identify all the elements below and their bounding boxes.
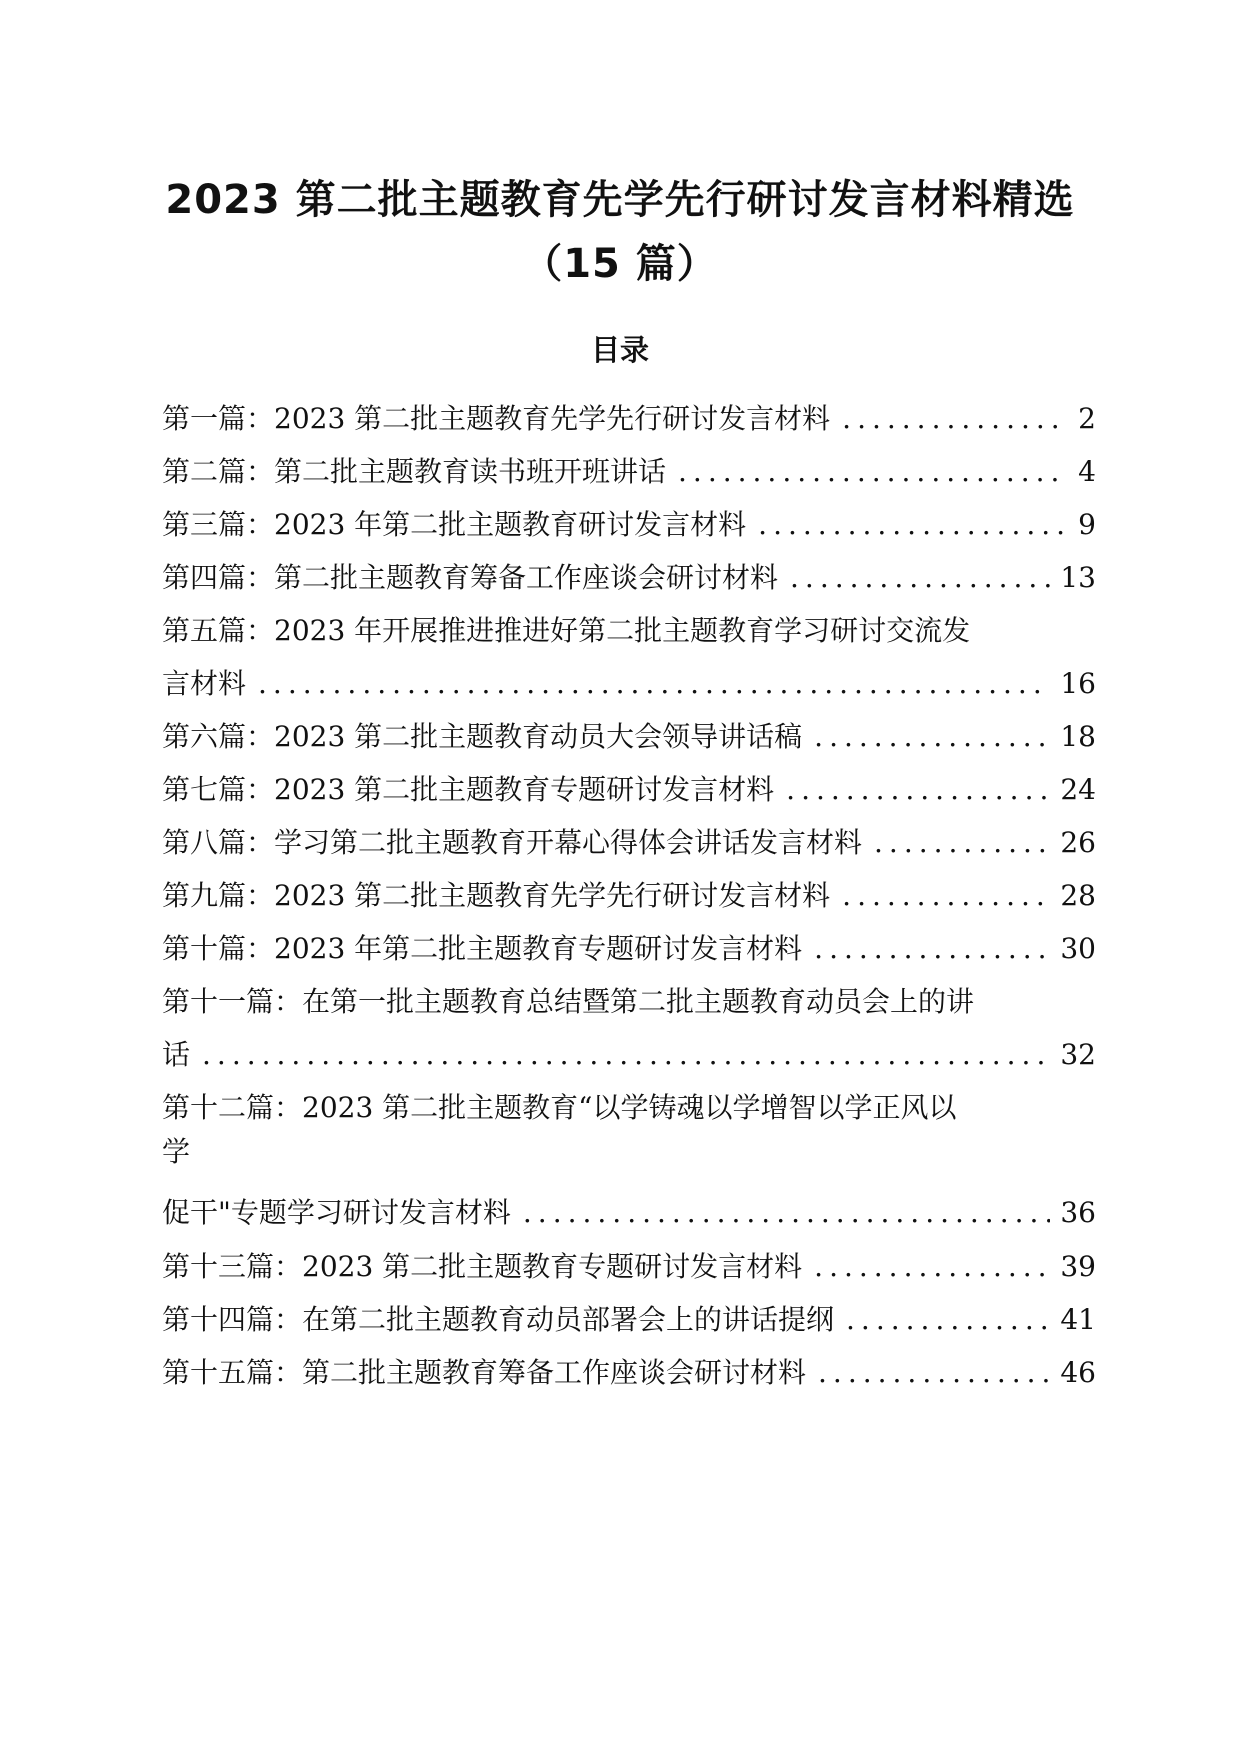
toc-entry-line: [162, 1293, 1096, 1346]
toc-entry-line: [162, 657, 1096, 710]
toc-page-number: 9: [1078, 508, 1096, 541]
toc-page-number: 39: [1060, 1250, 1096, 1283]
toc-entry-title: 第十四篇：在第二批主题教育动员部署会上的讲话提纲: [162, 1303, 835, 1336]
toc-entry-line: [162, 1346, 1096, 1399]
toc-entry-line: [162, 1028, 1096, 1081]
toc-dot-leader: [814, 710, 1050, 763]
toc-entry-line: [162, 710, 1096, 763]
toc-entry-line: [162, 1134, 1096, 1170]
toc-dot-leader: [202, 1028, 1050, 1081]
toc-entry[interactable]: [162, 710, 1096, 763]
toc-entry-title: 第六篇：2023 第二批主题教育动员大会领导讲话稿: [162, 720, 803, 753]
toc-entry-title: 第七篇：2023 第二批主题教育专题研讨发言材料: [162, 773, 775, 806]
toc-entry-title: 学: [162, 1135, 191, 1168]
toc-dot-leader: [842, 392, 1064, 445]
toc-dot-leader: [758, 498, 1064, 551]
toc-page-number: 4: [1078, 455, 1096, 488]
toc-entry[interactable]: [162, 763, 1096, 816]
toc-entry[interactable]: [162, 1346, 1096, 1399]
toc-entry-line: [162, 392, 1096, 445]
toc-page-number: 24: [1060, 773, 1096, 806]
toc-heading: 目录: [590, 333, 649, 367]
toc-dot-leader: [786, 763, 1050, 816]
toc-dot-leader: [814, 1240, 1050, 1293]
toc-entry-line: [162, 975, 1096, 1028]
toc-page-number: 30: [1060, 932, 1096, 965]
toc-page-number: 46: [1060, 1356, 1096, 1389]
toc-entry-line: [162, 816, 1096, 869]
toc-page-number: 18: [1060, 720, 1096, 753]
toc-entry-title: 第十篇：2023 年第二批主题教育专题研讨发言材料: [162, 932, 803, 965]
toc-page-number: 13: [1060, 561, 1096, 594]
toc-entry-title: 第十五篇：第二批主题教育筹备工作座谈会研讨材料: [162, 1356, 807, 1389]
toc-dot-leader: [678, 445, 1064, 498]
toc-entry-title: 第五篇：2023 年开展推进推进好第二批主题教育学习研讨交流发: [162, 614, 971, 647]
toc-entry[interactable]: [162, 445, 1096, 498]
toc-entry-title: 第四篇：第二批主题教育筹备工作座谈会研讨材料: [162, 561, 779, 594]
toc-entry[interactable]: [162, 498, 1096, 551]
toc-page-number: 36: [1060, 1196, 1096, 1229]
toc-entry-title: 第十三篇：2023 第二批主题教育专题研讨发言材料: [162, 1250, 803, 1283]
toc-entry-line: [162, 498, 1096, 551]
toc-entry[interactable]: [162, 392, 1096, 445]
toc-entry-title: 第二篇：第二批主题教育读书班开班讲话: [162, 455, 667, 488]
toc-entry[interactable]: [162, 816, 1096, 869]
toc-entry-line: [162, 551, 1096, 604]
toc-dot-leader: [846, 1293, 1050, 1346]
toc-page-number: 16: [1060, 667, 1096, 700]
toc-page-number: 26: [1060, 826, 1096, 859]
toc-entry-line: [162, 922, 1096, 975]
document-title: 2023 第二批主题教育先学先行研讨发言材料精选（15 篇）: [165, 177, 1075, 287]
toc-entry[interactable]: [162, 922, 1096, 975]
toc-dot-leader: [790, 551, 1050, 604]
toc-entry[interactable]: [162, 1081, 1096, 1240]
toc-entry-line: [162, 1081, 1096, 1134]
toc-dot-leader: [874, 816, 1050, 869]
toc-entry-title: 促干"专题学习研讨发言材料: [162, 1196, 511, 1229]
toc-entry-title: 第三篇：2023 年第二批主题教育研讨发言材料: [162, 508, 747, 541]
toc-page-number: 32: [1060, 1038, 1096, 1071]
toc-entry-title: 第十二篇：2023 第二批主题教育“以学铸魂以学增智以学正风以: [162, 1091, 957, 1124]
toc-entry-title: 第十一篇：在第一批主题教育总结暨第二批主题教育动员会上的讲: [162, 985, 975, 1018]
toc-entry[interactable]: [162, 869, 1096, 922]
toc-dot-leader: [258, 657, 1050, 710]
toc-entry-line: [162, 1170, 1096, 1240]
toc-page-number: 28: [1060, 879, 1096, 912]
toc-entry[interactable]: [162, 604, 1096, 710]
toc-entry-title: 第八篇：学习第二批主题教育开幕心得体会讲话发言材料: [162, 826, 863, 859]
toc-entry[interactable]: [162, 551, 1096, 604]
toc-entry-line: [162, 1240, 1096, 1293]
toc-entry-line: [162, 604, 1096, 657]
toc-dot-leader: [842, 869, 1050, 922]
toc-entry[interactable]: [162, 1240, 1096, 1293]
toc-entry-title: 第九篇：2023 第二批主题教育先学先行研讨发言材料: [162, 879, 831, 912]
toc-entry-line: [162, 445, 1096, 498]
table-of-contents: [162, 392, 1096, 1399]
toc-entry-title: 话: [162, 1038, 191, 1071]
toc-entry-line: [162, 869, 1096, 922]
toc-entry-title: 第一篇：2023 第二批主题教育先学先行研讨发言材料: [162, 402, 831, 435]
toc-entry[interactable]: [162, 1293, 1096, 1346]
toc-page-number: 41: [1060, 1303, 1096, 1336]
toc-dot-leader: [818, 1346, 1050, 1399]
toc-dot-leader: [814, 922, 1050, 975]
toc-page-number: 2: [1078, 402, 1096, 435]
toc-entry[interactable]: [162, 975, 1096, 1081]
toc-entry-title: 言材料: [162, 667, 247, 700]
toc-entry-line: [162, 763, 1096, 816]
